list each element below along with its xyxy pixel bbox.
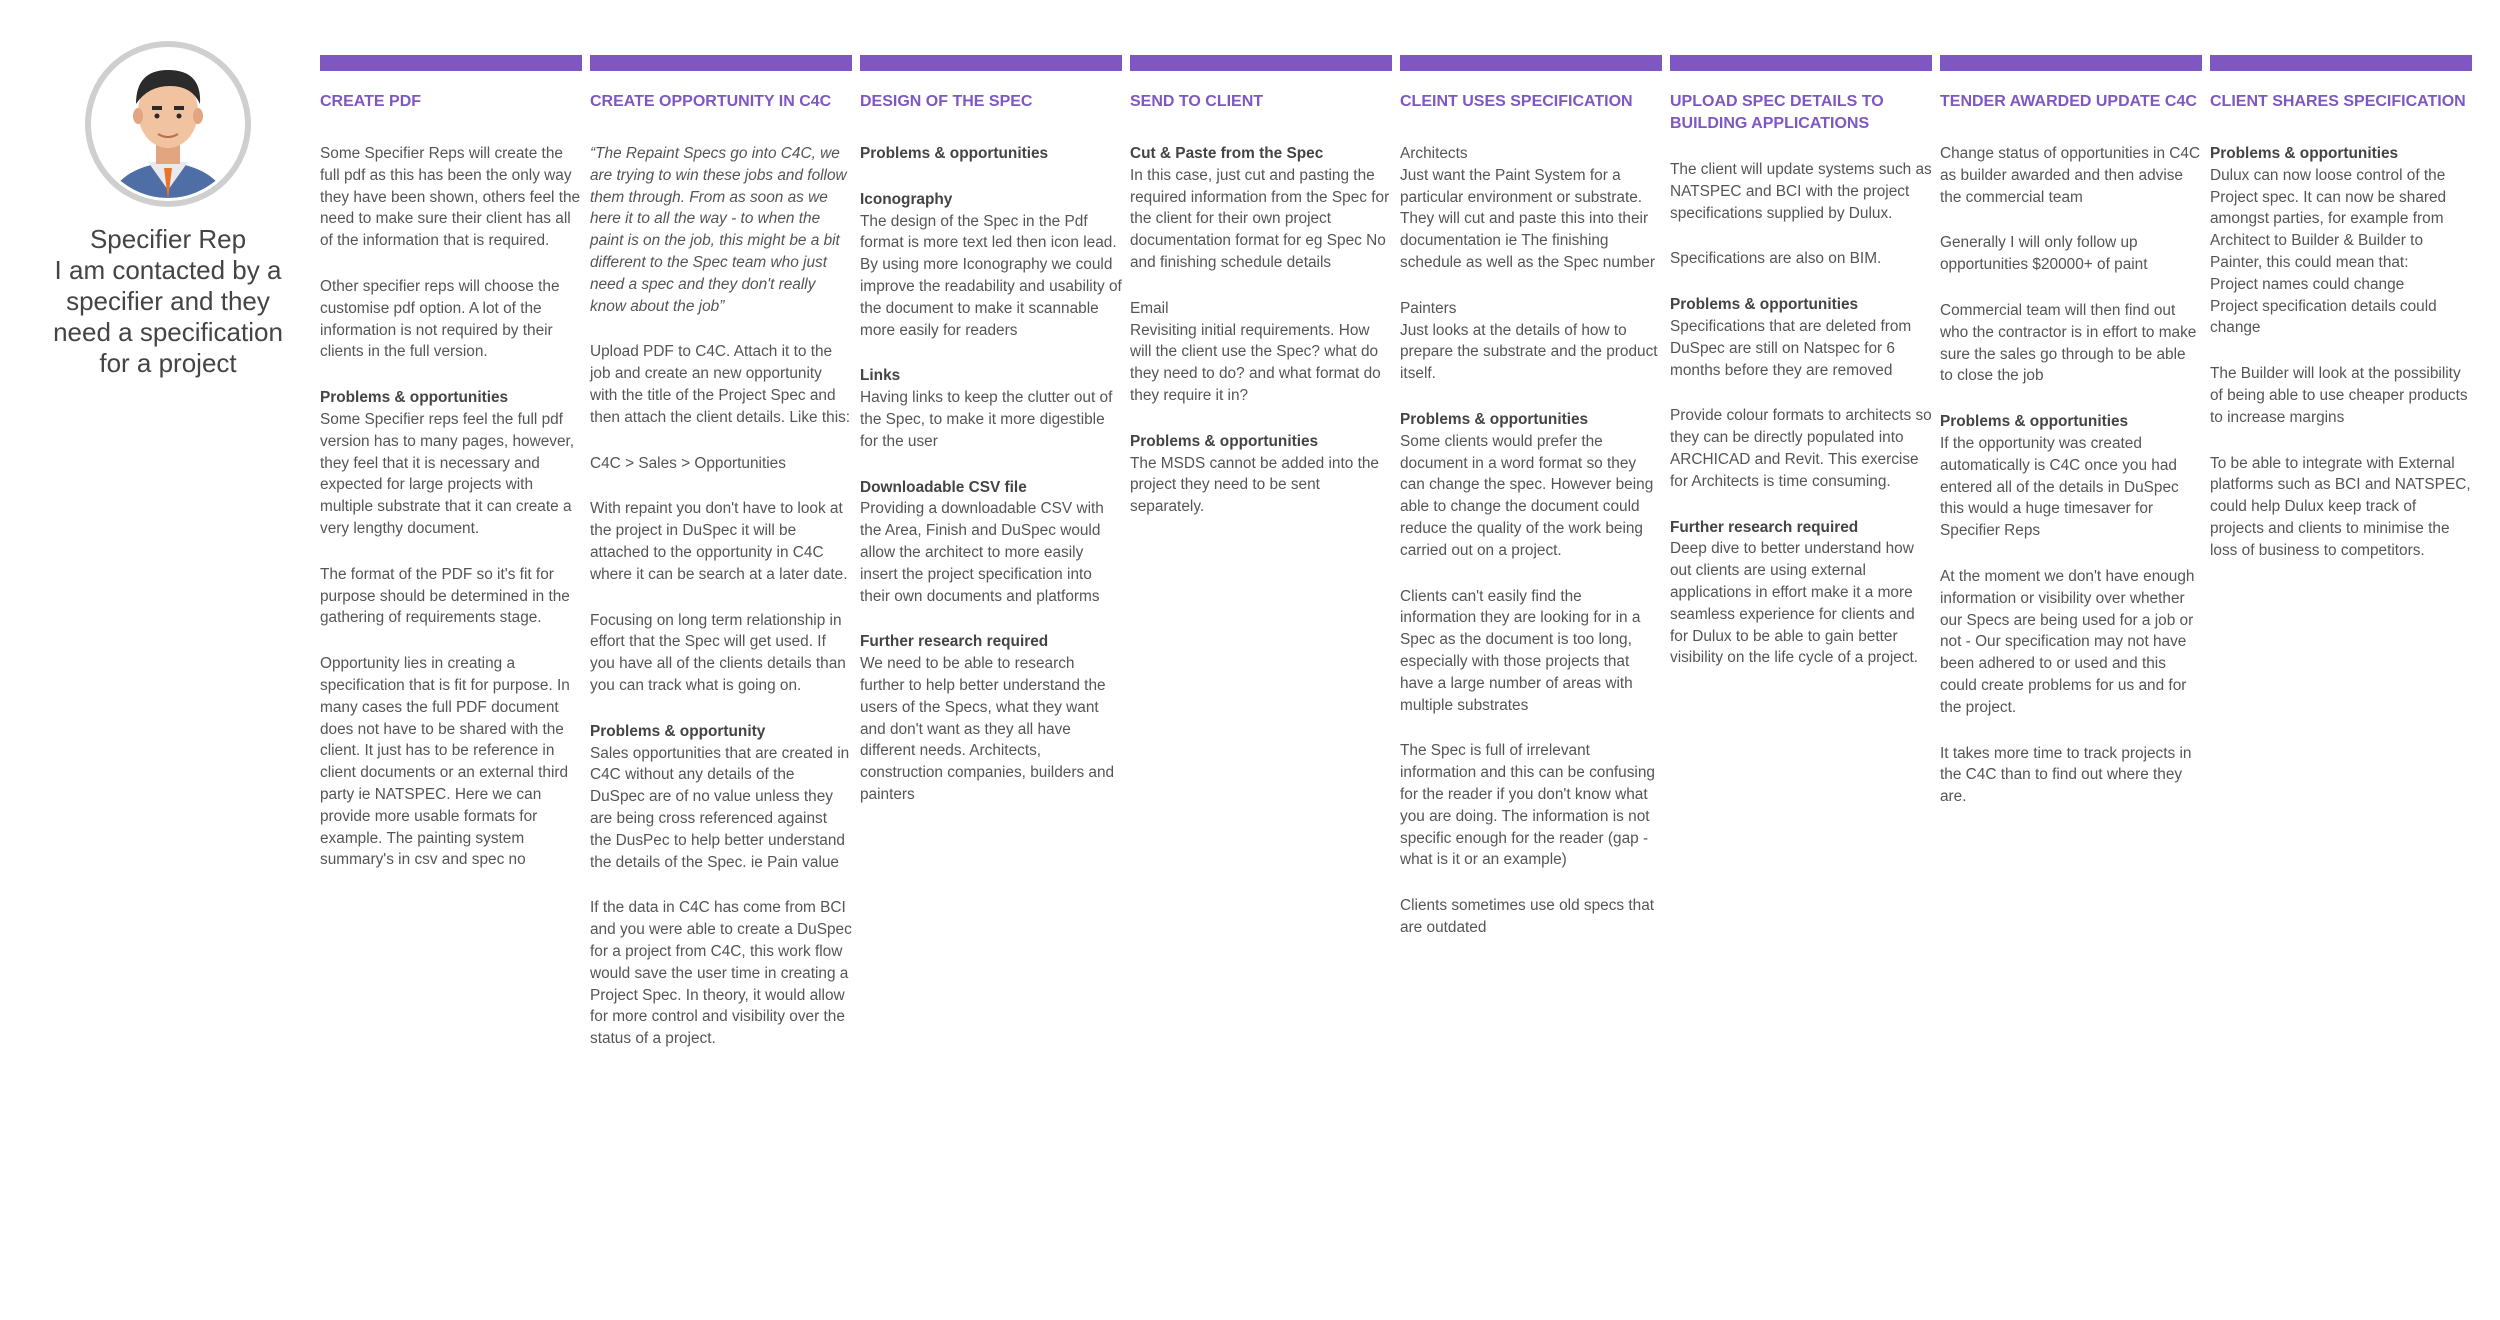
note-block bbox=[320, 564, 582, 629]
stage-title: CLIENT SHARES SPECIFICATION bbox=[2210, 93, 2466, 110]
note-block bbox=[590, 453, 852, 475]
stage-title: TENDER AWARDED UPDATE C4C bbox=[1940, 93, 2197, 110]
note-text: Project specification details could change bbox=[2210, 297, 2437, 337]
stage-bar bbox=[2210, 55, 2472, 71]
person-avatar-icon bbox=[84, 40, 252, 208]
stage-bar bbox=[860, 55, 1122, 71]
note-block bbox=[1130, 298, 1392, 407]
stage-title: CLEINT USES SPECIFICATION bbox=[1400, 93, 1633, 110]
note-label: Problems & opportunity bbox=[590, 722, 766, 740]
stage-notes bbox=[590, 143, 852, 1050]
note-block bbox=[1940, 411, 2202, 542]
note-text: Just want the Paint System for a particular environment or substrate. They will cut and paste this into their documentation ie The finishing schedule as well as the Spec number bbox=[1400, 166, 1655, 271]
stage-bar bbox=[590, 55, 852, 71]
note-block bbox=[2210, 274, 2472, 296]
note-block bbox=[1940, 566, 2202, 719]
note-block bbox=[2210, 453, 2472, 562]
persona-description: I am contacted by a specifier and they need a specification for a project bbox=[53, 255, 283, 378]
note-label: Links bbox=[860, 367, 901, 385]
stage-notes bbox=[2210, 143, 2472, 562]
note-text: Change status of opportunities in C4C as builder awarded and then advise the commercial team bbox=[1940, 145, 2201, 206]
note-block bbox=[1400, 895, 1662, 939]
stage-column bbox=[1400, 55, 1662, 963]
note-block bbox=[590, 721, 852, 874]
note-text: The Spec is full of irrelevant information and this can be confusing for the reader if you don't know what you are doing. The information is not specific enough for the reader (gap - what is it or an example) bbox=[1400, 742, 1655, 869]
note-text: Upload PDF to C4C. Attach it to the job and create an new opportunity with the title of the Project Spec and then attach the client details. Like this: bbox=[590, 343, 851, 426]
note-block bbox=[1400, 143, 1662, 274]
note-block bbox=[1670, 159, 1932, 224]
persona-role: Specifier Rep bbox=[89, 224, 247, 254]
note-text: The design of the Spec in the Pdf format is more text led then icon lead. By using more Iconography we could improve the readability and usability of the document to make it scannable more easily for readers bbox=[860, 212, 1122, 339]
note-block bbox=[320, 653, 582, 871]
note-text: The format of the PDF so it's fit for purpose should be determined in the gathering of requirements stage. bbox=[320, 565, 570, 627]
note-block bbox=[860, 365, 1122, 452]
note-text: To be able to integrate with External platforms such as BCI and NATSPEC, could help Dulux keep track of projects and clients to minimise the loss of business to competitors. bbox=[2210, 454, 2471, 559]
note-label: Problems & opportunities bbox=[2210, 145, 2399, 162]
note-text: Some Specifier reps feel the full pdf version has to many pages, however, they feel that it is necessary and expected for large projects with multiple substrate that it can create a very lengthy document. bbox=[320, 410, 575, 537]
note-label: Email bbox=[1130, 299, 1169, 317]
note-block bbox=[320, 387, 582, 540]
note-label: Problems & opportunities bbox=[860, 145, 1049, 162]
note-text: We need to be able to research further to help better understand the users of the Specs, what they want and don't want as they all have different needs. Architects, construction companies, builders and painters bbox=[860, 655, 1115, 803]
stage-title: SEND TO CLIENT bbox=[1130, 93, 1264, 110]
note-label: Problems & opportunities bbox=[320, 389, 509, 407]
note-text: Dulux can now loose control of the Project spec. It can now be shared amongst parties, for example from Architect to Builder & Builder to Painter, this could mean that: bbox=[2210, 166, 2447, 271]
note-text: Generally I will only follow up opportunities $20000+ of paint bbox=[1940, 234, 2148, 274]
note-block bbox=[2210, 296, 2472, 340]
note-text: Other specifier reps will choose the customise pdf option. A lot of the information is not required by their clients in the full version. bbox=[320, 277, 560, 361]
note-label: Painters bbox=[1400, 299, 1457, 317]
stage-bar bbox=[1670, 55, 1932, 71]
note-block bbox=[1940, 143, 2202, 208]
note-block bbox=[1130, 431, 1392, 518]
note-label: Iconography bbox=[860, 190, 953, 208]
note-text: Provide colour formats to architects so they can be directly populated into ARCHICAD and Revit. This exercise for Architects is time consuming. bbox=[1670, 407, 1932, 490]
note-block bbox=[1400, 586, 1662, 717]
note-text: Opportunity lies in creating a specification that is fit for purpose. In many cases the full PDF document does not have to be shared with the client. It just has to be reference in client documents or an external third party ie NATSPEC. Here we can provide more usable formats for example. The painting system summary's in csv and spec no bbox=[320, 655, 570, 869]
note-label: Further research required bbox=[860, 633, 1049, 651]
note-text: The client will update systems such as NATSPEC and BCI with the project specifications supplied by Dulux. bbox=[1670, 161, 1932, 222]
note-label: Architects bbox=[1400, 145, 1468, 162]
note-text: Clients sometimes use old specs that are outdated bbox=[1400, 897, 1655, 936]
persona bbox=[48, 40, 288, 379]
note-block bbox=[1940, 300, 2202, 387]
note-text: Having links to keep the clutter out of the Spec, to make it more digestible for the user bbox=[860, 389, 1113, 450]
note-label: Problems & opportunities bbox=[1400, 410, 1589, 428]
stage-notes bbox=[860, 143, 1122, 806]
note-text: Just looks at the details of how to prepare the substrate and the product itself. bbox=[1400, 321, 1658, 383]
note-text: The MSDS cannot be added into the project they need to be sent separately. bbox=[1130, 454, 1379, 516]
note-block bbox=[860, 631, 1122, 805]
note-block bbox=[590, 341, 852, 428]
stage-bar bbox=[1940, 55, 2202, 71]
note-block bbox=[1130, 143, 1392, 274]
stage-bar bbox=[1130, 55, 1392, 71]
note-block bbox=[1940, 743, 2202, 808]
note-block bbox=[1670, 248, 1932, 270]
note-text: C4C > Sales > Opportunities bbox=[590, 454, 786, 472]
note-block bbox=[1400, 740, 1662, 871]
note-text: At the moment we don't have enough information or visibility over whether our Specs are being used for a job or not - Our specification may not have been adhered to or used and this could create problems for us and for the project. bbox=[1940, 567, 2195, 716]
stage-column bbox=[2210, 55, 2472, 586]
note-text: Providing a downloadable CSV with the Area, Finish and DuSpec would allow the architect to more easily insert the project specification into their own documents and platforms bbox=[860, 500, 1104, 605]
stage-title: CREATE OPPORTUNITY IN C4C bbox=[590, 93, 832, 110]
stage-column bbox=[1130, 55, 1392, 542]
note-label: Problems & opportunities bbox=[1940, 413, 2129, 431]
note-label: Problems & opportunities bbox=[1130, 432, 1319, 450]
note-label: Downloadable CSV file bbox=[860, 478, 1027, 496]
note-block bbox=[1670, 294, 1932, 381]
note-block bbox=[320, 143, 582, 252]
note-block bbox=[2210, 143, 2472, 274]
note-label: Further research required bbox=[1670, 518, 1859, 536]
note-text: Deep dive to better understand how out clients are using external applications in effort make it a more seamless experience for clients and for Dulux to be able to gain better visibility on the life cycle of a project. bbox=[1670, 540, 1919, 667]
stage-column bbox=[1940, 55, 2202, 832]
stage-notes bbox=[1940, 143, 2202, 808]
note-block bbox=[860, 477, 1122, 608]
stage-column bbox=[860, 55, 1122, 830]
stage-title: CREATE PDF bbox=[320, 93, 422, 110]
note-text: The Builder will look at the possibility of being able to use cheaper products to increase margins bbox=[2210, 365, 2468, 426]
note-text: It takes more time to track projects in the C4C than to find out where they are. bbox=[1940, 744, 2192, 806]
note-block bbox=[1670, 405, 1932, 492]
note-text: Sales opportunities that are created in C4C without any details of the DuSpec are of no value unless they are being cross referenced against the DusPec to help better understand the details of the Spec. ie Pain value bbox=[590, 744, 850, 871]
stage-column bbox=[320, 55, 582, 895]
note-text: With repaint you don't have to look at the project in DuSpec it will be attached to the opportunity in C4C where it can be search at a later date. bbox=[590, 500, 848, 583]
note-text: Revisiting initial requirements. How will the client use the Spec? what do they need to do? and what format do they require it in? bbox=[1130, 321, 1381, 404]
note-text: Clients can't easily find the information they are looking for in a Spec as the document is too long, especially with those projects that have a large number of areas with multiple substrates bbox=[1400, 587, 1641, 714]
note-block bbox=[590, 897, 852, 1050]
note-label: Cut & Paste from the Spec bbox=[1130, 145, 1324, 162]
note-block bbox=[590, 143, 852, 317]
note-text: If the opportunity was created automatically is C4C once you had entered all of the details in DuSpec this would a huge timesaver for Specifier Reps bbox=[1940, 434, 2179, 540]
note-label: Problems & opportunities bbox=[1670, 296, 1859, 314]
note-text: Specifications that are deleted from DuSpec are still on Natspec for 6 months before they are removed bbox=[1670, 317, 1912, 379]
note-block bbox=[320, 276, 582, 363]
note-text: Project names could change bbox=[2210, 275, 2405, 293]
note-block bbox=[1400, 409, 1662, 562]
note-block bbox=[1670, 517, 1932, 670]
note-block bbox=[860, 143, 1122, 165]
stage-column bbox=[1670, 55, 1932, 693]
note-block bbox=[1400, 298, 1662, 385]
note-text: If the data in C4C has come from BCI and you were able to create a DuSpec for a project from C4C, this work flow would save the user time in creating a Project Spec. In theory, it would allow for more control and visibility over the status of a project. bbox=[590, 899, 852, 1048]
stage-title: DESIGN OF THE SPEC bbox=[860, 93, 1033, 110]
stage-notes bbox=[1670, 159, 1932, 669]
stage-notes bbox=[1130, 143, 1392, 518]
note-block bbox=[590, 498, 852, 585]
stage-notes bbox=[320, 143, 582, 871]
stage-notes bbox=[1400, 143, 1662, 939]
note-text: Commercial team will then find out who the contractor is in effort to make sure the sales go through to be able to close the job bbox=[1940, 301, 2197, 385]
note-text: “The Repaint Specs go into C4C, we are trying to win these jobs and follow them through. From as soon as we here it to all the way - to when the paint is on the job, this might be a bit different to the Spec team who just need a spec and they don't really know about the job” bbox=[590, 145, 847, 315]
stage-title: UPLOAD SPEC DETAILS TO BUILDING APPLICATIONS bbox=[1670, 93, 1884, 132]
stage-bar bbox=[1400, 55, 1662, 71]
note-block bbox=[1940, 232, 2202, 276]
note-block bbox=[860, 189, 1122, 342]
stage-bar bbox=[320, 55, 582, 71]
note-text: Some clients would prefer the document in a word format so they can change the spec. However being able to change the document could reduce the quality of the work being carried out on a project. bbox=[1400, 432, 1654, 559]
note-text: In this case, just cut and pasting the required information from the Spec for the client for their own project documentation format for eg Spec No and finishing schedule details bbox=[1130, 166, 1390, 271]
note-text: Specifications are also on BIM. bbox=[1670, 250, 1882, 268]
note-text: Focusing on long term relationship in effort that the Spec will get used. If you have all of the clients details than you can track what is going on. bbox=[590, 611, 846, 694]
note-block bbox=[2210, 363, 2472, 428]
note-block bbox=[590, 610, 852, 697]
stage-column bbox=[590, 55, 852, 1074]
note-text: Some Specifier Reps will create the full pdf as this has been the only way they have been shown, others feel the need to make sure their client has all of the information that is required. bbox=[320, 145, 581, 250]
